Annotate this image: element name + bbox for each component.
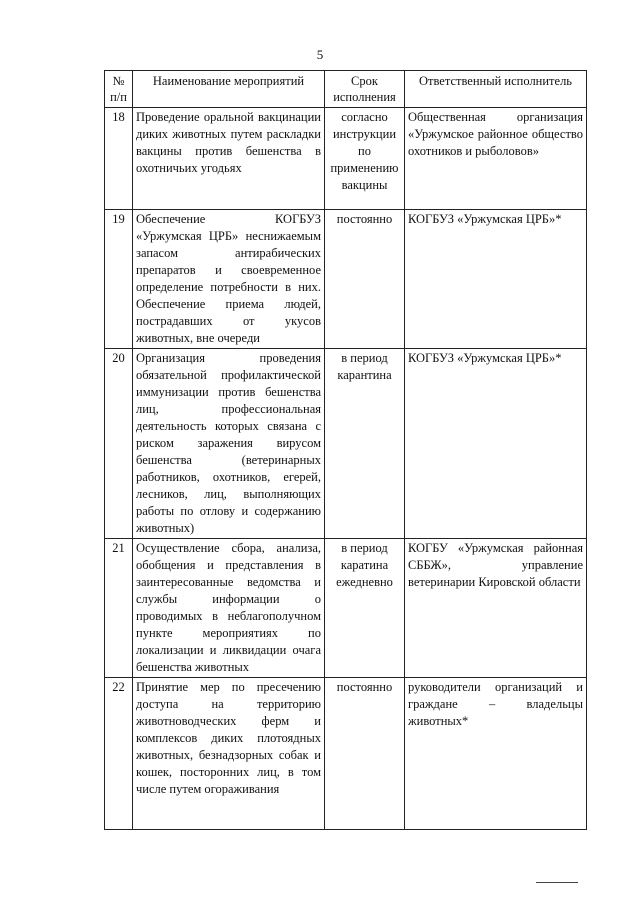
- table-row: [105, 348, 587, 538]
- measures-table: [104, 70, 587, 830]
- table-row: [105, 538, 587, 677]
- row-responsible: КОГБУЗ «Уржумская ЦРБ»*: [405, 209, 587, 348]
- row-responsible: КОГБУ «Уржумская районная СББЖ», управление ветеринарии Кировской области: [405, 538, 587, 677]
- row-measure: Осуществление сбора, анализа, обобщения и представления в заинтересованные ведомства и службы информации о проводимых в неблагополучном пункте мероприятиях по локализации и ликвидации очага бешенства животных: [133, 538, 325, 677]
- scan-mark: [536, 882, 578, 883]
- header-responsible: Ответственный исполнитель: [405, 71, 587, 108]
- row-responsible: руководители организаций и граждане – владельцы животных*: [405, 677, 587, 829]
- row-num: 20: [105, 348, 133, 538]
- row-num: 19: [105, 209, 133, 348]
- row-term: постоянно: [325, 209, 405, 348]
- table-row: [105, 209, 587, 348]
- header-num: № п/п: [105, 71, 133, 108]
- table-row: [105, 677, 587, 829]
- row-responsible: Общественная организация «Уржумское районное общество охотников и рыболовов»: [405, 107, 587, 209]
- row-measure: Проведение оральной вакцинации диких животных путем раскладки вакцины против бешенства в охотничьих угодьях: [133, 107, 325, 209]
- page-number: 5: [316, 47, 324, 62]
- row-measure: Организация проведения обязательной профилактической иммунизации против бешенства лиц, профессиональная деятельность которых связана с риском заражения вирусом бешенства (ветеринарных работников, охотников, егерей, лесников, лиц, выполняющих работы по отлову и содержанию животных): [133, 348, 325, 538]
- row-term: постоянно: [325, 677, 405, 829]
- header-name: Наименование мероприятий: [133, 71, 325, 108]
- row-measure: Обеспечение КОГБУЗ «Уржумская ЦРБ» неснижаемым запасом антирабических препаратов и своевременное определение потребности в них. Обеспечение приема людей, пострадавших от укусов животных, вне очереди: [133, 209, 325, 348]
- table-header-row: [105, 71, 587, 108]
- header-term: Срок исполнения: [325, 71, 405, 108]
- row-term: в период каратина ежедневно: [325, 538, 405, 677]
- row-measure: Принятие мер по пресечению доступа на территорию животноводческих ферм и комплексов диких плотоядных животных, безнадзорных собак и кошек, посторонних лиц, в том числе путем огораживания: [133, 677, 325, 829]
- row-num: 21: [105, 538, 133, 677]
- row-responsible: КОГБУЗ «Уржумская ЦРБ»*: [405, 348, 587, 538]
- row-term: в период карантина: [325, 348, 405, 538]
- table-row: [105, 107, 587, 209]
- row-term: согласно инструкции по применению вакцины: [325, 107, 405, 209]
- row-num: 22: [105, 677, 133, 829]
- row-num: 18: [105, 107, 133, 209]
